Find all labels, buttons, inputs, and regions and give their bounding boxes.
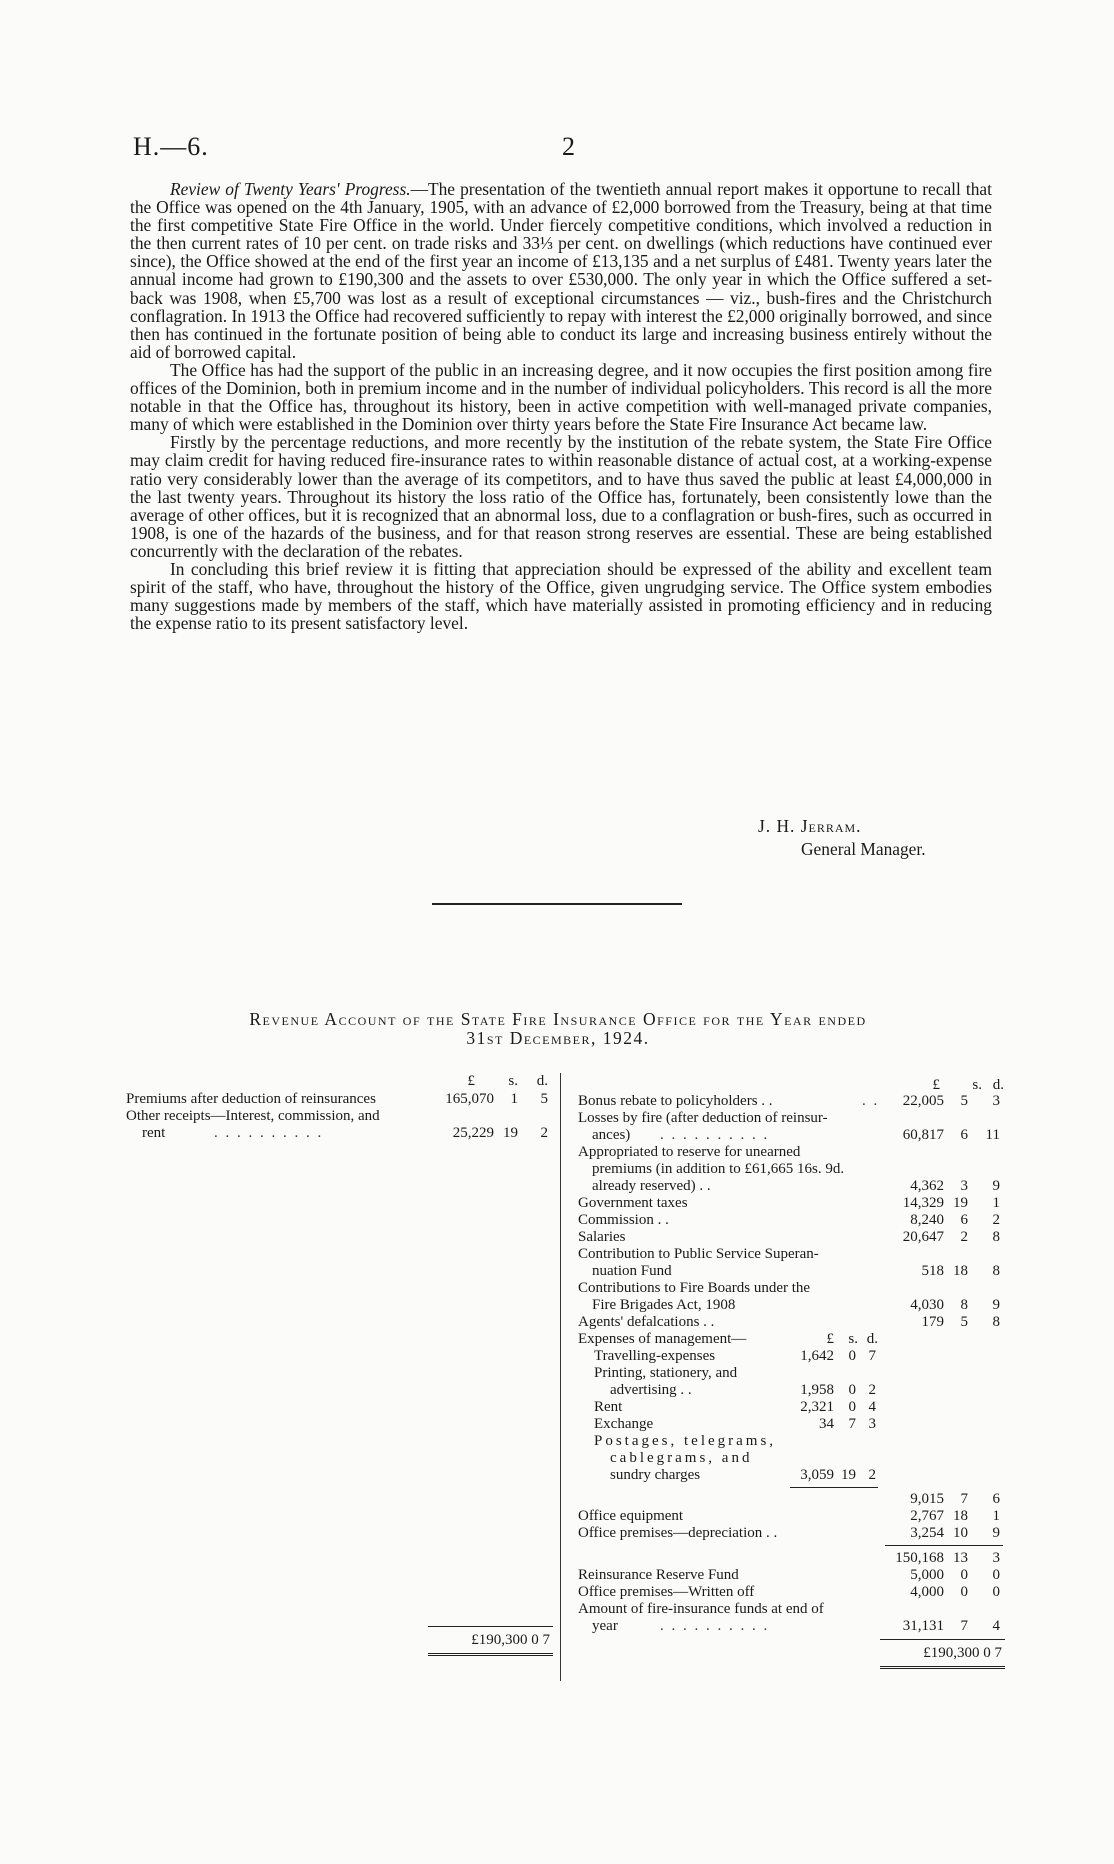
exchange-pence: 3 xyxy=(868,1416,876,1432)
defalcations-shillings: 5 xyxy=(960,1314,968,1330)
page-number: 2 xyxy=(562,132,575,161)
leader-dots: . . xyxy=(862,1093,880,1109)
postages-label: sundry charges xyxy=(610,1467,701,1483)
premises-depreciation-pence: 9 xyxy=(992,1525,1000,1541)
signature xyxy=(758,815,926,861)
col-header-s: s. xyxy=(972,1077,982,1093)
contribution-pounds: 518 xyxy=(921,1263,944,1279)
reinsurance-reserve-shillings: 0 xyxy=(960,1567,968,1583)
postages-pounds: 3,059 xyxy=(800,1467,834,1483)
subtotal-rule xyxy=(790,1487,878,1488)
management-label: Expenses of management— xyxy=(578,1331,747,1347)
appropriated-pounds: 4,362 xyxy=(910,1178,944,1194)
printing-pence: 2 xyxy=(868,1382,876,1398)
sub-col-header-d: d. xyxy=(866,1331,878,1347)
subtotal-pence: 3 xyxy=(992,1550,1000,1566)
equipment-shillings: 18 xyxy=(953,1508,968,1524)
other-receipts-pence: 2 xyxy=(540,1125,548,1141)
funds-label: year xyxy=(592,1618,618,1634)
management-total-pounds: 9,015 xyxy=(910,1491,944,1507)
exchange-pounds: 34 xyxy=(819,1416,834,1432)
col-header-d: d. xyxy=(536,1073,548,1089)
account-title-line: Revenue Account of the State Fire Insurance Office for the Year ended xyxy=(249,1009,867,1029)
management-total-shillings: 7 xyxy=(960,1491,968,1507)
commission-label: Commission . . xyxy=(578,1212,669,1228)
premises-written-off-pence: 0 xyxy=(992,1584,1000,1600)
subtotal-shillings: 13 xyxy=(953,1550,968,1566)
postages-label: Postages, telegrams, xyxy=(594,1433,777,1449)
col-header-d: d. xyxy=(992,1077,1004,1093)
premises-depreciation-label: Office premises—depreciation . . xyxy=(578,1525,778,1541)
salaries-pounds: 20,647 xyxy=(902,1229,944,1245)
contribution-pence: 8 xyxy=(992,1263,1000,1279)
leader-dots: . . . . . . . . . . xyxy=(660,1127,770,1143)
funds-shillings: 7 xyxy=(960,1618,968,1634)
account-title-line: 31st December, 1924. xyxy=(466,1028,650,1048)
fire-boards-label: Contributions to Fire Boards under the xyxy=(578,1280,811,1296)
salaries-pence: 8 xyxy=(992,1229,1000,1245)
other-receipts-label: rent xyxy=(142,1125,166,1141)
contribution-label: Contribution to Public Service Superan- xyxy=(578,1246,819,1262)
col-header-pound: £ xyxy=(932,1077,940,1093)
printing-label: advertising . . xyxy=(610,1382,692,1398)
travelling-pounds: 1,642 xyxy=(800,1348,834,1364)
commission-pence: 2 xyxy=(992,1212,1000,1228)
postages-label: cablegrams, and xyxy=(610,1450,753,1466)
exchange-label: Exchange xyxy=(594,1416,654,1432)
other-receipts-label: Other receipts—Interest, commission, and xyxy=(126,1108,380,1124)
total-rule xyxy=(428,1626,553,1627)
rent-shillings: 0 xyxy=(848,1399,856,1415)
appropriated-label: premiums (in addition to £61,665 16s. 9d. xyxy=(592,1161,845,1177)
sub-col-header-pound: £ xyxy=(826,1331,834,1347)
paragraph-text: —The presentation of the twentieth annual report makes it opportune to recall that the Office was opened on the 4th January, 1905, with an advance of £2,000 borrowed from the Treasury, being at that time the first competitive State Fire Office in the world. Under fiercely competitive conditions, which involved a reduction in the then current rates of 10 per cent. on trade risks and 33⅓ per cent. on dwellings (which reductions have continued ever since), the Office showed at the end of the first year an income of £13,135 and a net surplus of £481. Twenty years later the annual income had grown to £190,300 and the assets to over £530,000. The only year in which the Office suffered a set-back was 1908, when £5,700 was lost as a result of exceptional circumstances — viz., bush-fires and the Christchurch conflagration. In 1913 the Office had recovered sufficiently to repay with interest the £2,000 originally borrowed, and since then has continued in the fortunate position of being able to conduct its large and increasing business entirely without the aid of borrowed capital. xyxy=(130,179,992,362)
section-divider xyxy=(432,903,682,905)
sub-col-header-s: s. xyxy=(848,1331,858,1347)
appropriated-label: already reserved) . . xyxy=(592,1178,711,1194)
contribution-label: nuation Fund xyxy=(592,1263,672,1279)
appropriated-shillings: 3 xyxy=(960,1178,968,1194)
postages-shillings: 19 xyxy=(841,1467,856,1483)
printing-pounds: 1,958 xyxy=(800,1382,834,1398)
leader-dots: . . . . . . . . . . xyxy=(214,1125,324,1141)
review-paragraph xyxy=(130,180,992,361)
losses-pounds: 60,817 xyxy=(902,1127,944,1143)
salaries-label: Salaries xyxy=(578,1229,626,1245)
right-total: £190,300 0 7 xyxy=(923,1645,1002,1661)
fire-boards-pence: 9 xyxy=(992,1297,1000,1313)
funds-pence: 4 xyxy=(992,1618,1000,1634)
review-paragraph: Firstly by the percentage reductions, and more recently by the institution of the rebate system, the State Fire Office may claim credit for having reduced fire-insurance rates to within reasonable distance of actual cost, at a working-expense ratio very considerably lower than the average of its competitors, and to have thus saved the public at least £4,000,000 in the last twenty years. Throughout its history the loss ratio of the Office has, fortunately, been consistently lowe than the average of other offices, but it is recognized that an abnormal loss, due to a conflagration or bush-fires, such as occurred in 1908, is one of the hazards of the business, and for that reason strong reserves are essential. These are being established concurrently with the declaration of the rebates. xyxy=(130,432,992,561)
printing-shillings: 0 xyxy=(848,1382,856,1398)
appropriated-label: Appropriated to reserve for unearned xyxy=(578,1144,801,1160)
exchange-shillings: 7 xyxy=(848,1416,856,1432)
losses-shillings: 6 xyxy=(960,1127,968,1143)
defalcations-pence: 8 xyxy=(992,1314,1000,1330)
travelling-label: Travelling-expenses xyxy=(594,1348,716,1364)
reinsurance-reserve-pence: 0 xyxy=(992,1567,1000,1583)
total-double-rule xyxy=(428,1653,553,1656)
rent-pence: 4 xyxy=(868,1399,876,1415)
column-divider xyxy=(560,1073,561,1681)
fire-boards-shillings: 8 xyxy=(960,1297,968,1313)
funds-label: Amount of fire-insurance funds at end of xyxy=(578,1601,824,1617)
col-header-s: s. xyxy=(508,1073,518,1089)
contribution-shillings: 18 xyxy=(953,1263,968,1279)
defalcations-label: Agents' defalcations . . xyxy=(578,1314,715,1330)
rent-pounds: 2,321 xyxy=(800,1399,834,1415)
signature-name: J. H. Jerram. xyxy=(758,816,862,836)
defalcations-pounds: 179 xyxy=(921,1314,944,1330)
premises-written-off-shillings: 0 xyxy=(960,1584,968,1600)
subtotal-pounds: 150,168 xyxy=(895,1550,944,1566)
losses-label: Losses by fire (after deduction of reinsur- xyxy=(578,1110,828,1126)
review-paragraph: The Office has had the support of the public in an increasing degree, and it now occupies the first position among fire offices of the Dominion, both in premium income and in the number of individual policyholders. This record is all the more notable in that the Office has, throughout its history, been in active competition with well-managed private companies, many of which were established in the Dominion over thirty years before the State Fire Insurance Act became law. xyxy=(130,359,992,435)
government-taxes-label: Government taxes xyxy=(578,1195,688,1211)
losses-label: ances) xyxy=(592,1127,631,1143)
premises-depreciation-shillings: 10 xyxy=(953,1525,968,1541)
signature-title: General Manager. xyxy=(801,839,926,859)
reinsurance-reserve-label: Reinsurance Reserve Fund xyxy=(578,1567,739,1583)
leader-dots: . . . . . . . . . . xyxy=(660,1618,770,1634)
travelling-shillings: 0 xyxy=(848,1348,856,1364)
bonus-shillings: 5 xyxy=(960,1093,968,1109)
premises-written-off-label: Office premises—Written off xyxy=(578,1584,755,1600)
total-rule xyxy=(880,1639,1005,1640)
salaries-shillings: 2 xyxy=(960,1229,968,1245)
premiums-shillings: 1 xyxy=(510,1091,518,1107)
government-taxes-shillings: 19 xyxy=(953,1195,968,1211)
premiums-pounds: 165,070 xyxy=(445,1091,494,1107)
printing-label: Printing, stationery, and xyxy=(594,1365,738,1381)
total-double-rule xyxy=(880,1666,1005,1669)
bonus-label: Bonus rebate to policyholders . . xyxy=(578,1093,773,1109)
premises-depreciation-pounds: 3,254 xyxy=(910,1525,944,1541)
col-header-pound: £ xyxy=(467,1073,475,1089)
equipment-pounds: 2,767 xyxy=(910,1508,944,1524)
fire-boards-label: Fire Brigades Act, 1908 xyxy=(592,1297,736,1313)
premiums-pence: 5 xyxy=(540,1091,548,1107)
rent-label: Rent xyxy=(594,1399,623,1415)
government-taxes-pounds: 14,329 xyxy=(902,1195,944,1211)
postages-pence: 2 xyxy=(868,1467,876,1483)
equipment-pence: 1 xyxy=(992,1508,1000,1524)
premiums-label: Premiums after deduction of reinsurances xyxy=(126,1091,376,1107)
review-text xyxy=(130,180,992,632)
subtotal-rule xyxy=(885,1545,1003,1546)
equipment-label: Office equipment xyxy=(578,1508,684,1524)
reinsurance-reserve-pounds: 5,000 xyxy=(910,1567,944,1583)
fire-boards-pounds: 4,030 xyxy=(910,1297,944,1313)
premises-written-off-pounds: 4,000 xyxy=(910,1584,944,1600)
review-paragraph: In concluding this brief review it is fitting that appreciation should be expressed of the ability and excellent team spirit of the staff, who have, throughout the history of the Office, given ungrudging service. The Office system embodies many suggestions made by members of the staff, which have materially assisted in promoting efficiency and in reducing the expense ratio to its present satisfactory level. xyxy=(130,558,992,634)
commission-shillings: 6 xyxy=(960,1212,968,1228)
other-receipts-shillings: 19 xyxy=(503,1125,518,1141)
government-taxes-pence: 1 xyxy=(992,1195,1000,1211)
bonus-pounds: 22,005 xyxy=(902,1093,944,1109)
management-total-pence: 6 xyxy=(992,1491,1000,1507)
other-receipts-pounds: 25,229 xyxy=(452,1125,494,1141)
losses-pence: 11 xyxy=(985,1127,1000,1143)
report-code: H.—6. xyxy=(133,132,209,161)
commission-pounds: 8,240 xyxy=(910,1212,944,1228)
travelling-pence: 7 xyxy=(868,1348,876,1364)
appropriated-pence: 9 xyxy=(992,1178,1000,1194)
review-heading: Review of Twenty Years' Progress. xyxy=(170,179,411,199)
account-title xyxy=(158,1010,958,1048)
left-total: £190,300 0 7 xyxy=(471,1632,550,1648)
bonus-pence: 3 xyxy=(992,1093,1000,1109)
funds-pounds: 31,131 xyxy=(902,1618,944,1634)
